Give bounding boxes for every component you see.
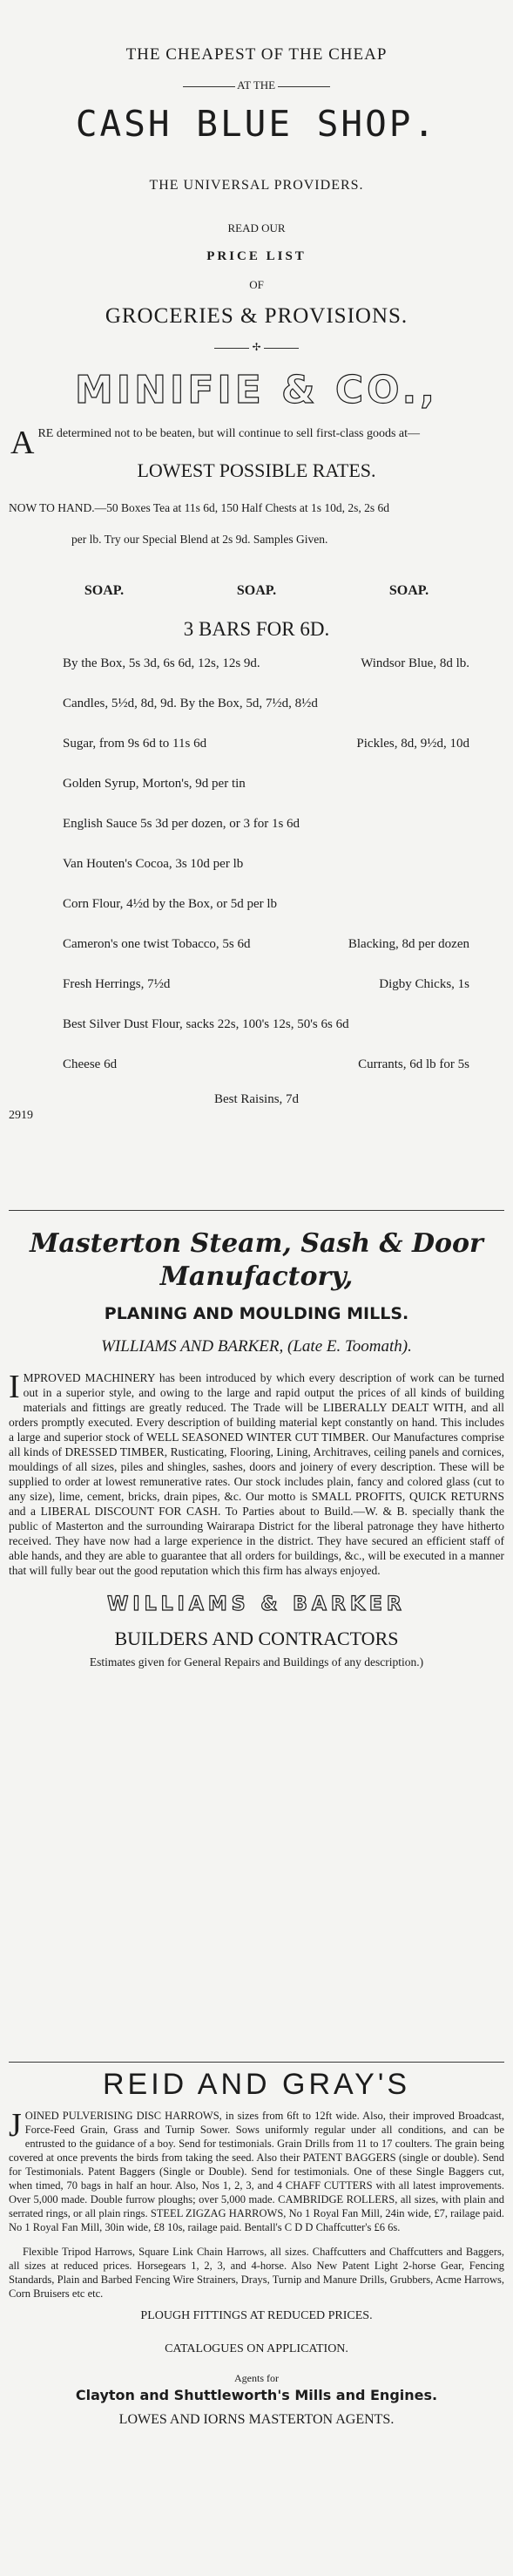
williams-barker-banner: WILLIAMS & BARKER bbox=[107, 1594, 406, 1615]
reid-gray-ad bbox=[9, 2068, 504, 2428]
price-list: PRICE LIST bbox=[206, 249, 307, 263]
price-row bbox=[9, 697, 504, 737]
lowes-agents: LOWES AND IORNS MASTERTON AGENTS. bbox=[118, 2412, 395, 2427]
reid-gray-text: OINED PULVERISING DISC HARROWS, in sizes from 6ft to 12ft wide. Also, their improved Broadcast, Force-Feed Grain, Grass and Turnip Sower. Sows uniformly regular under all conditions, and can be entrusted to the guidance of a boy. Send for testimonials. Grain Drills from 11 to 17 coulters. The grain being covered at once prevents the birds from taking the seed. Also their PATENT BAGGERS (single or double). Send for Testimonials. Patent Baggers (Single or Double). Send for testimonials. One of these Single Baggers cut, when timed, 70 bags in half an hour. Also, Nos 1, 2, 3, and 4 CHAFF CUTTERS with all latest improvements. Over 5,000 made. Double furrow ploughs; over 5,000 made. CAMBRIDGE ROLLERS, all sizes, with plain and serrated rings, or all plain rings. STEEL ZIGZAG HARROWS, No 1 Royal Fan Mill, 24in wide, £7, railage paid. No 1 Royal Fan Mill, 30in wide, £8 10s, railage paid. Bentall's C D D Chaffcutter's £6 6s. bbox=[9, 2110, 504, 2233]
price-left: Fresh Herrings, 7½d bbox=[63, 977, 171, 991]
price-left: Candles, 5½d, 8d, 9d. By the Box, 5d, 7½d, 8½d bbox=[63, 697, 318, 710]
ornament-divider: ✢ bbox=[9, 341, 504, 354]
intro-paragraph bbox=[9, 425, 504, 461]
builders-contractors: BUILDERS AND CONTRACTORS bbox=[114, 1628, 399, 1649]
soap-row bbox=[9, 583, 504, 599]
reid-gray-body bbox=[9, 2109, 504, 2234]
price-right: Pickles, 8d, 9½d, 10d bbox=[356, 737, 469, 751]
now-to-hand-2: per lb. Try our Special Blend at 2s 9d. Samples Given. bbox=[71, 533, 328, 546]
price-row bbox=[9, 737, 504, 777]
shop-name: CASH BLUE SHOP. bbox=[75, 103, 438, 145]
now-to-hand: NOW TO HAND.—50 Boxes Tea at 11s 6d, 150 Half Chests at 1s 10d, 2s, 2s 6d bbox=[9, 501, 390, 514]
price-row bbox=[9, 656, 504, 697]
price-rows bbox=[9, 656, 504, 1092]
price-row bbox=[9, 897, 504, 937]
reid-gray-title: REID AND GRAY'S bbox=[102, 2068, 411, 2101]
manufactory-ad bbox=[9, 1227, 504, 1669]
intro-text: RE determined not to be beaten, but will continue to sell first-class goods at— bbox=[37, 427, 421, 440]
providers: THE UNIVERSAL PROVIDERS. bbox=[149, 178, 364, 193]
agents-for: Agents for bbox=[234, 2372, 279, 2384]
clayton-line: Clayton and Shuttleworth's Mills and Engines. bbox=[75, 2387, 438, 2403]
firm-name: MINIFIE & CO., bbox=[74, 368, 438, 412]
divider-2 bbox=[9, 2062, 504, 2063]
reid-gray-dropcap: J bbox=[9, 2107, 22, 2144]
plough-fittings: PLOUGH FITTINGS AT REDUCED PRICES. bbox=[140, 2309, 373, 2322]
price-row bbox=[9, 777, 504, 817]
price-right: Windsor Blue, 8d lb. bbox=[361, 656, 469, 670]
price-left: Best Silver Dust Flour, sacks 22s, 100's 12s, 50's 6s 6d bbox=[63, 1017, 349, 1031]
price-left: Corn Flour, 4½d by the Box, or 5d per lb bbox=[63, 897, 278, 911]
cash-blue-shop-ad bbox=[9, 45, 504, 1123]
at-the-line bbox=[9, 78, 504, 92]
three-bars: 3 BARS FOR 6D. bbox=[183, 618, 330, 640]
price-left: Cheese 6d bbox=[63, 1057, 118, 1071]
price-right: Currants, 6d lb for 5s bbox=[358, 1057, 469, 1071]
price-row bbox=[9, 977, 504, 1017]
price-left: Cameron's one twist Tobacco, 5s 6d bbox=[63, 937, 251, 951]
soap-3: SOAP. bbox=[388, 583, 429, 598]
price-left: Sugar, from 9s 6d to 11s 6d bbox=[63, 737, 207, 751]
divider-1 bbox=[9, 1210, 504, 1211]
catalogues: CATALOGUES ON APPLICATION. bbox=[165, 2342, 348, 2355]
estimates: Estimates given for General Repairs and Buildings of any description.) bbox=[89, 1655, 424, 1669]
price-row bbox=[9, 857, 504, 897]
intro-dropcap: A bbox=[10, 425, 35, 461]
manufactory-dropcap: I bbox=[9, 1369, 20, 1405]
price-row bbox=[9, 817, 504, 857]
price-left: English Sauce 5s 3d per dozen, or 3 for 1s 6d bbox=[63, 817, 300, 831]
price-row bbox=[9, 1017, 504, 1057]
reid-gray-body-2: Flexible Tripod Harrows, Square Link Chain Harrows, all sizes. Chaffcutters and Chaffcutters and Baggers, all sizes at reduced prices. Horsegears 1, 2, 3, and 4-horse. Also New Patent Light 2-horse Gear, Fencing Standards, Plain and Barbed Fencing Wire Strainers, Drays, Turnip and Manure Drills, Grubbers, Acme Harrows, Corn Bruisers etc etc. bbox=[9, 2246, 504, 2300]
manufactory-body bbox=[9, 1370, 504, 1578]
raisins: Best Raisins, 7d bbox=[213, 1092, 300, 1106]
of-label: OF bbox=[249, 278, 264, 291]
owners: WILLIAMS AND BARKER, (Late E. Toomath). bbox=[101, 1337, 412, 1356]
soap-1: SOAP. bbox=[84, 583, 125, 598]
planing-mills: PLANING AND MOULDING MILLS. bbox=[104, 1304, 409, 1323]
manufactory-text: MPROVED MACHINERY has been introduced by which every description of work can be turned out in a superior style, and owing to the large and rapid output the prices of all kinds of building materials and fittings are greatly reduced. The Trade will be LIBERALLY DEALT WITH, and all orders promptly executed. Every description of building material kept constantly on hand. This includes a large and superior stock of WELL SEASONED WINTER CUT TIMBER. Our Manufactures comprise all kinds of DRESSED TIMBER, Rusticating, Flooring, Lining, Architraves, ceiling panels and cornices, mouldings of all sizes, piles and shingles, sashes, doors and joinery of every description. These will be supplied to order at lowest remunerative rates. Our stock includes plain, fancy and colored glass (cut to any size), lime, cement, bricks, drain pipes, &c. Our motto is SMALL PROFITS, QUICK RETURNS and a LIBERAL DISCOUNT FOR CASH. To Parties about to Build.—W. & B. specially thank the public of Masterton and the surrounding Wairarapa District for the liberal patronage they have hitherto received. They have now had a large experience in the district. They have secured an efficient staff of able hands, and they are able to guarantee that all orders for buildings, &c., will be executed in a manner that will fully bear out the good reputation which this firm has always enjoyed. bbox=[9, 1371, 504, 1577]
headline: THE CHEAPEST OF THE CHEAP bbox=[125, 45, 388, 64]
lowest-rates: LOWEST POSSIBLE RATES. bbox=[137, 459, 376, 481]
at-the-label: AT THE bbox=[237, 78, 276, 92]
soap-2: SOAP. bbox=[236, 583, 277, 598]
price-row bbox=[9, 1057, 504, 1092]
price-right: Blacking, 8d per dozen bbox=[348, 937, 469, 951]
manufactory-title-1: Masterton Steam, Sash & Door bbox=[30, 1228, 483, 1259]
ref-number: 2919 bbox=[9, 1109, 33, 1122]
manufactory-title-2: Manufactory, bbox=[159, 1261, 354, 1292]
groceries-heading: GROCERIES & PROVISIONS. bbox=[105, 304, 408, 328]
price-left: Van Houten's Cocoa, 3s 10d per lb bbox=[63, 857, 244, 871]
price-left: Golden Syrup, Morton's, 9d per tin bbox=[63, 777, 246, 791]
read-our: READ OUR bbox=[227, 221, 286, 234]
price-right: Digby Chicks, 1s bbox=[379, 977, 469, 991]
price-row bbox=[9, 937, 504, 977]
price-left: By the Box, 5s 3d, 6s 6d, 12s, 12s 9d. bbox=[63, 656, 260, 670]
